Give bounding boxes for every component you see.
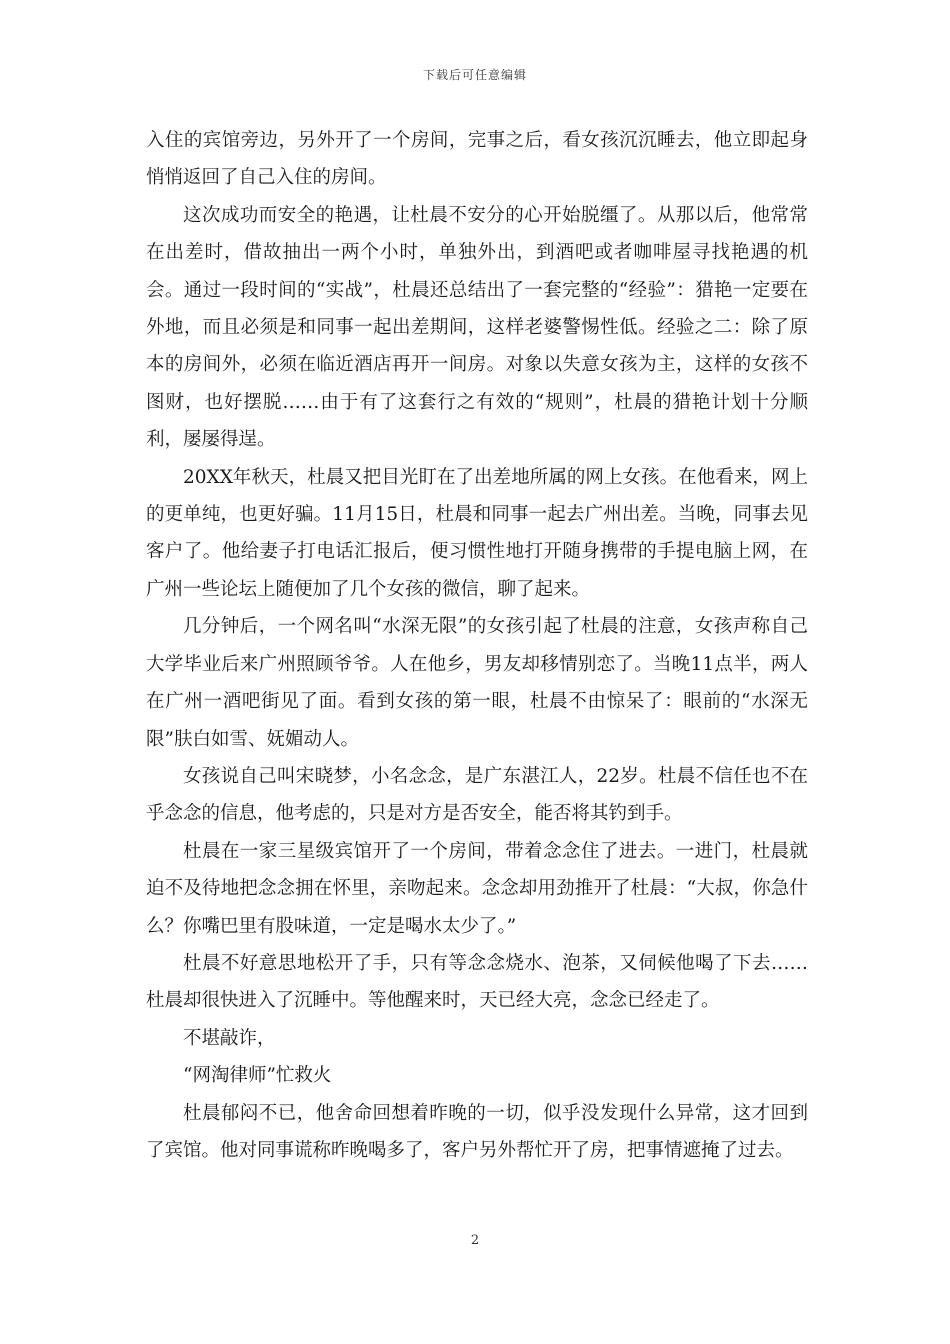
paragraph-7: 杜晨不好意思地松开了手，只有等念念烧水、泡茶，又伺候他喝了下去……杜晨却很快进入了沉睡中。等他醒来时，天已经大亮，念念已经走了。	[146, 952, 808, 1012]
section-subtitle: “网淘律师”忙救火	[183, 1065, 332, 1087]
page-header: 下载后可任意编辑	[422, 68, 527, 82]
paragraph-3: 20XX年秋天，杜晨又把目光盯在了出差地所属的网上女孩。在他看来，网上的更单纯，也更好骗。11月15日，杜晨和同事一起去广州出差。当晚，同事去见客户了。他给妻子打电话汇报后，便习惯性地打开随身携带的手提电脑上网，在广州一些论坛上随便加了几个女孩的微信，聊了起来。	[146, 466, 808, 600]
paragraph-2: 这次成功而安全的艳遇，让杜晨不安分的心开始脱缰了。从那以后，他常常在出差时，借故抽出一两个小时，单独外出，到酒吧或者咖啡屋寻找艳遇的机会。通过一段时间的“实战”，杜晨还总结出了一套完整的“经验”：猎艳一定要在外地，而且必须是和同事一起出差期间，这样老婆警惕性低。经验之二：除了原本的房间外，必须在临近酒店再开一间房。对象以失意女孩为主，这样的女孩不图财，也好摆脱……由于有了这套行之有效的“规则”，杜晨的猎艳计划十分顺利，屡屡得逞。	[146, 204, 808, 451]
paragraph-4: 几分钟后，一个网名叫“水深无限”的女孩引起了杜晨的注意，女孩声称自己大学毕业后来广州照顾爷爷。人在他乡，男友却移情别恋了。当晚11点半，两人在广州一酒吧街见了面。看到女孩的第一眼，杜晨不由惊呆了：眼前的“水深无限”肤白如雪、妩媚动人。	[146, 616, 808, 750]
paragraph-6: 杜晨在一家三星级宾馆开了一个房间，带着念念住了进去。一进门，杜晨就迫不及待地把念念拥在怀里，亲吻起来。念念却用劲推开了杜晨：“大叔，你急什么？你嘴巴里有股味道，一定是喝水太少了。”	[146, 840, 808, 937]
paragraph-1: 入住的宾馆旁边，另外开了一个房间，完事之后，看女孩沉沉睡去，他立即起身悄悄返回了自己入住的房间。	[146, 130, 808, 189]
paragraph-8: 不堪敲诈，	[183, 1027, 276, 1049]
paragraph-10: 杜晨郁闷不已，他舍命回想着昨晚的一切，似乎没发现什么异常，这才回到了宾馆。他对同事谎称昨晚喝多了，客户另外帮忙开了房，把事情遮掩了过去。	[146, 1102, 808, 1161]
page-number: 2	[470, 1233, 480, 1248]
document-body	[146, 122, 808, 1169]
paragraph-5: 女孩说自己叫宋晓梦，小名念念，是广东湛江人，22岁。杜晨不信任也不在乎念念的信息，他考虑的，只是对方是否安全，能否将其钓到手。	[146, 765, 808, 825]
